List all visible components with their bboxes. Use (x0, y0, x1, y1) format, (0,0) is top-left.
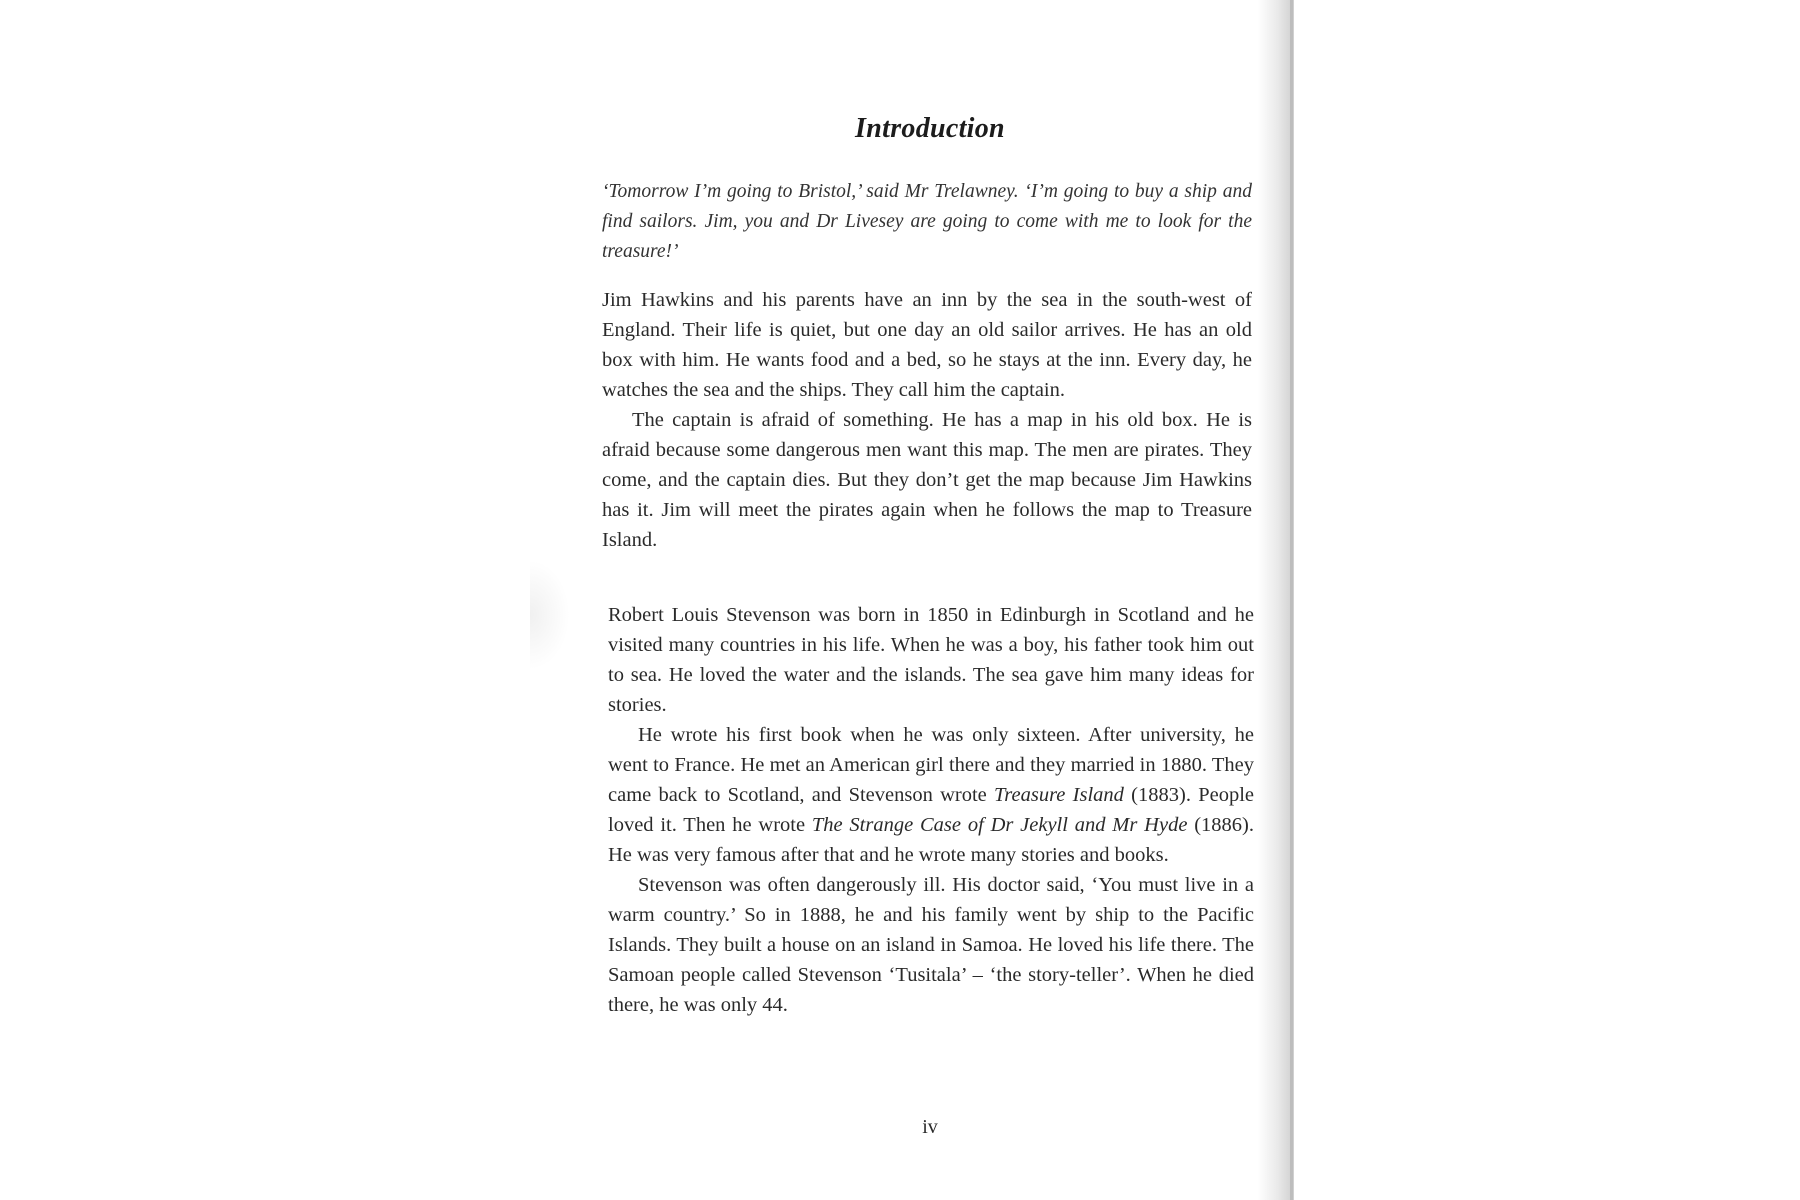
book-title-treasure-island: Treasure Island (994, 784, 1124, 806)
author-paragraph-1: Robert Louis Stevenson was born in 1850 in Edinburgh in Scotland and he visited many countries in his life. When he was a boy, his father took him out to sea. He loved the water and the islands. The sea gave him many ideas for stories. (608, 604, 1254, 716)
story-paragraph-1: Jim Hawkins and his parents have an inn by the sea in the south-west of England. Their life is quiet, but one day an old sailor arrives. He has an old box with him. He wants food and a bed, so he stays at the inn. Every day, he watches the sea and the ships. They call him the captain. (602, 289, 1252, 401)
author-paragraph-2 (608, 720, 1254, 870)
page-title: Introduction (855, 113, 1005, 144)
page-edge-line (1290, 0, 1293, 1200)
book-title-jekyll-hyde: The Strange Case of Dr Jekyll and Mr Hyde (811, 814, 1188, 836)
author-biography-section (608, 600, 1254, 1020)
author-paragraph-3: Stevenson was often dangerously ill. His doctor said, ‘You must live in a warm country.’ So in 1888, he and his family went by ship to the Pacific Islands. They built a house on an island in Samoa. He loved his life there. The Samoan people called Stevenson ‘Tusitala’ – ‘the story-teller’. When he died there, he was only 44. (608, 874, 1254, 1016)
page-number: iv (922, 1116, 938, 1138)
story-paragraph-2: The captain is afraid of something. He has a map in his old box. He is afraid because some dangerous men want this map. The men are pirates. They come, and the captain dies. But they don’t get the map because Jim Hawkins has it. Jim will meet the pirates again when he follows the map to Treasure Island. (602, 409, 1252, 551)
intro-quote: ‘Tomorrow I’m going to Bristol,’ said Mr Trelawney. ‘I’m going to buy a ship and find sailors. Jim, you and Dr Livesey are going to come with me to look for the treasure!’ (602, 181, 1252, 262)
story-summary-section (602, 285, 1252, 555)
author-paragraph-2-part-a: He wrote his first book when he was only sixteen. After university, he went to France. He met an American girl there and they married in 1880. They came back to Scotland, and Stevenson wrote (608, 724, 1254, 806)
author-paragraph-2-part-b: (1883). People loved it. Then he wrote (608, 784, 1254, 836)
page-gutter-shadow (530, 560, 570, 670)
author-paragraph-2-part-c: (1886). He was very famous after that and he wrote many stories and books. (608, 814, 1255, 866)
page-edge-shadow (1258, 0, 1294, 1200)
